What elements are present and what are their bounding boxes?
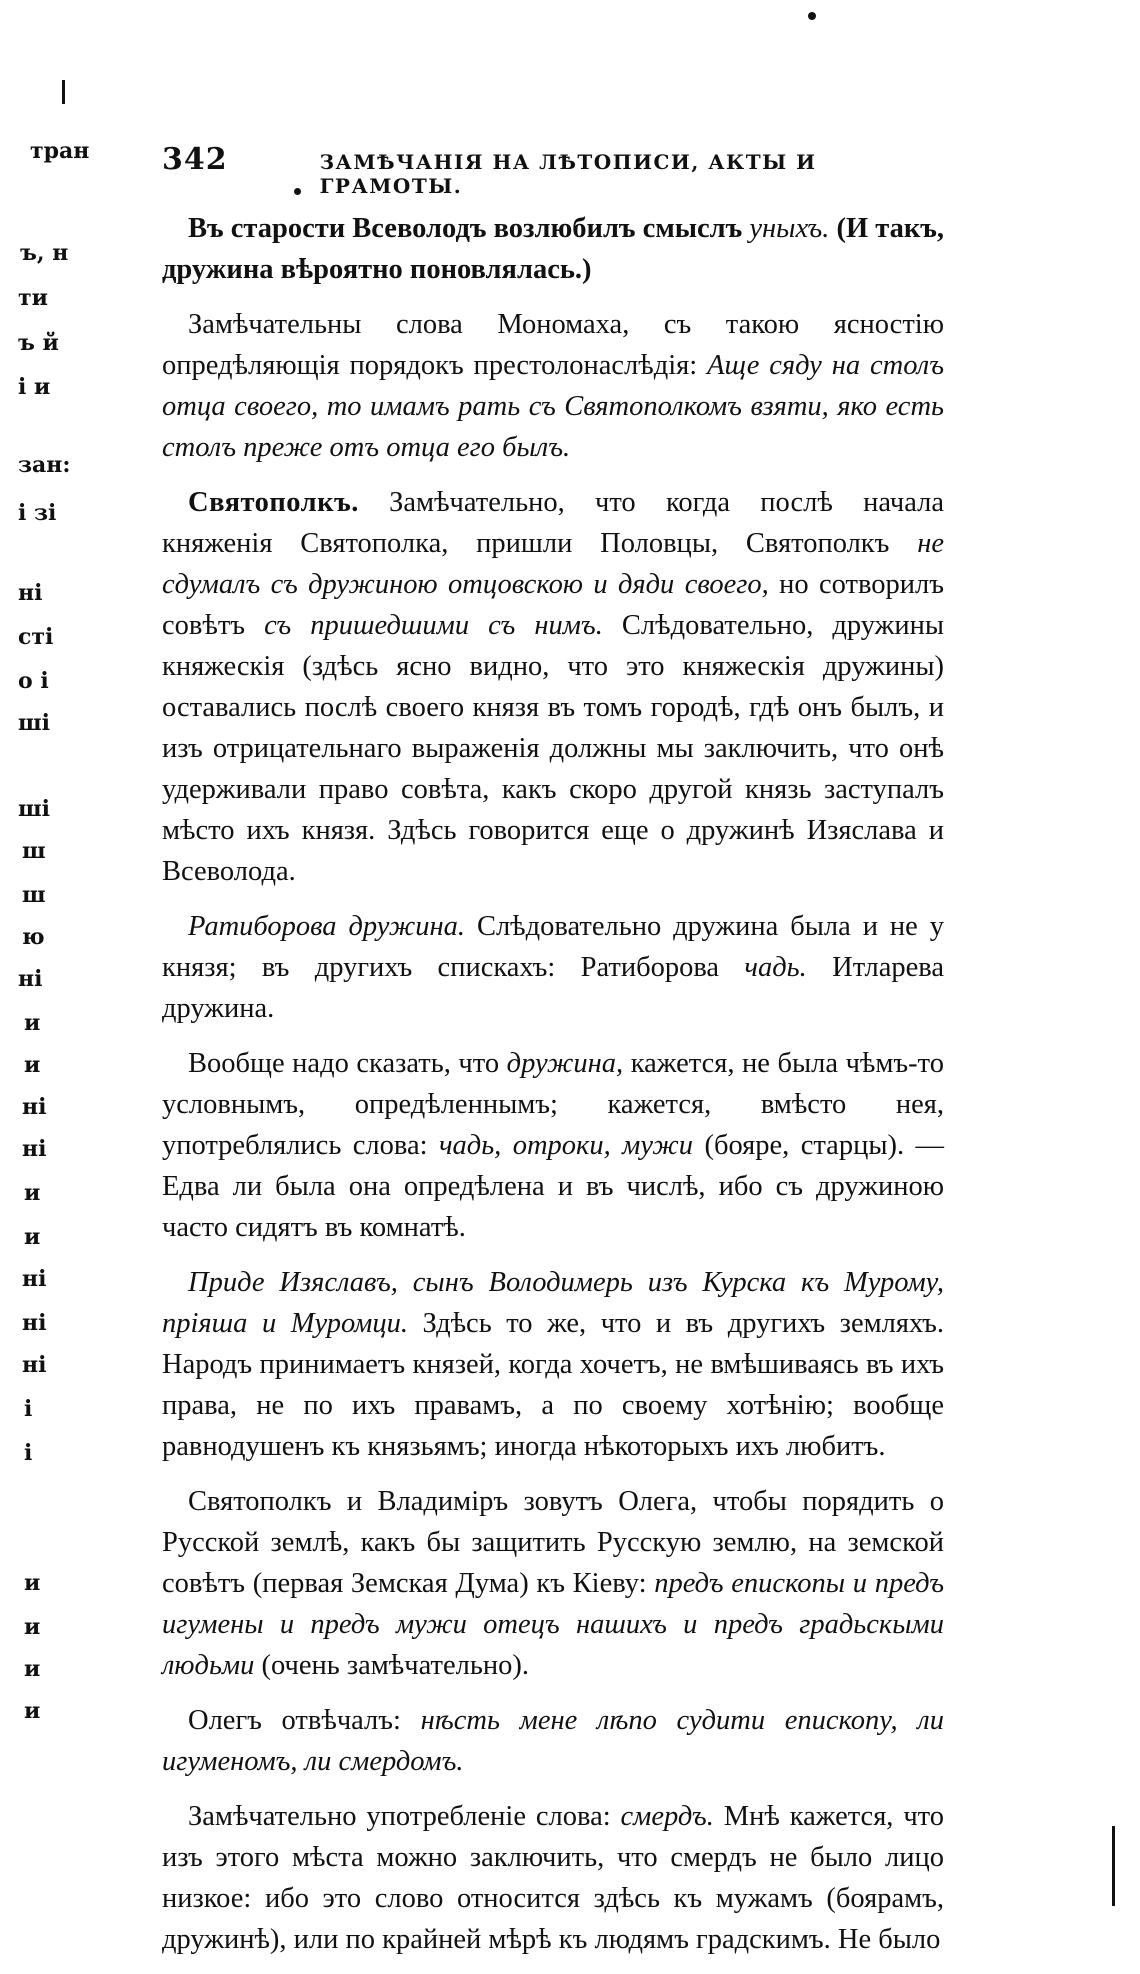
margin-fragment: и <box>24 1052 41 1078</box>
margin-fragment: ні <box>22 1310 47 1336</box>
paragraph <box>162 1043 944 1248</box>
text-run: (очень замѣчательно). <box>254 1650 529 1681</box>
facing-page-bleed <box>0 0 90 1962</box>
margin-fragment: и <box>24 1656 41 1682</box>
text-run: Въ старости Всеволодъ возлюбилъ смыслъ <box>188 213 750 244</box>
text-run: но сотворилъ совѣтъ <box>162 569 944 641</box>
margin-fragment: и <box>24 1224 41 1250</box>
margin-fragment: ні <box>22 1352 47 1378</box>
paragraph <box>162 1262 944 1467</box>
text-run: съ пришедшими съ нимъ. <box>264 610 603 641</box>
text-run: Святополкъ и Владиміръ зовутъ Олега, чтобы порядить о Русской землѣ, какъ бы защитить Русскую землю, на земской совѣтъ (первая Земская Дума) къ Кіеву: <box>162 1486 944 1599</box>
scan-mark <box>1112 1826 1115 1906</box>
text-run: кажется, не была чѣмъ-то условнымъ, опредѣленнымъ; кажется, вмѣсто нея, употреблялись слова: <box>162 1048 944 1161</box>
text-run: Приде Изяславъ, сынъ Володимерь изъ Курска къ Мурому, пріяша и Муромци. <box>162 1267 944 1339</box>
scan-mark <box>62 80 65 104</box>
margin-fragment: ні <box>22 1094 47 1120</box>
margin-fragment: о і <box>18 668 49 694</box>
paragraph <box>162 304 944 468</box>
text-run: Олегъ отвѣчалъ: <box>188 1705 421 1736</box>
page-header <box>162 142 942 198</box>
text-run: Ратиборова дружина. <box>188 911 465 942</box>
margin-fragment: ні <box>22 1266 47 1292</box>
margin-fragment: ъ, н <box>20 240 69 266</box>
text-run: предъ епископы и предъ игумены и предъ мужи отецъ нашихъ и предъ градьскыми людьми <box>162 1568 944 1681</box>
margin-fragment: і и <box>18 374 51 400</box>
text-run: Мнѣ кажется, что изъ этого мѣста можно заключить, что смердъ не было лицо низкое: ибо это слово относится здѣсь къ мужамъ (боярамъ, дружинѣ), или по крайней мѣрѣ къ людямъ градскимъ. Не было <box>162 1801 944 1955</box>
margin-fragment: и <box>24 1010 41 1036</box>
body-text <box>162 208 944 1974</box>
text-run: (бояре, старцы). — Едва ли была она опредѣлена и въ числѣ, ибо съ дружиною часто сидятъ въ комнатѣ. <box>162 1130 945 1243</box>
margin-fragment: и <box>24 1614 41 1640</box>
text-run: Итларева дружина. <box>162 952 944 1024</box>
text-run: уныхъ. <box>749 213 830 244</box>
text-run: Слѣдовательно дружина была и не у князя; въ другихъ спискахъ: Ратиборова <box>162 911 944 983</box>
paragraph <box>162 208 944 290</box>
text-run: смердъ. <box>620 1801 714 1832</box>
margin-fragment: и <box>24 1570 41 1596</box>
margin-fragment: ти <box>18 285 48 311</box>
text-run: Замѣчательно, что когда послѣ начала княженія Святополка, пришли Половцы, Святополкъ <box>162 487 944 559</box>
margin-fragment: ші <box>18 710 51 736</box>
paragraph <box>162 482 944 892</box>
margin-fragment: тран <box>30 138 90 164</box>
margin-fragment: і <box>24 1396 33 1422</box>
paragraph <box>162 1796 944 1960</box>
text-run: Аще сяду на столъ отца своего, то имамъ рать съ Святополкомъ взяти, яко есть столъ преже отъ отца его былъ. <box>162 350 944 463</box>
margin-fragment: и <box>24 1698 41 1724</box>
margin-fragment: ъ й <box>18 330 59 356</box>
text-run: Замѣчательны слова Мономаха, съ такою ясностію опредѣляющія порядокъ престолонаслѣдія: <box>162 309 944 381</box>
paragraph <box>162 1700 944 1782</box>
page-number: 342 <box>162 142 228 177</box>
text-run: Святополкъ. <box>188 487 359 518</box>
running-head: ЗАМѢЧАНІЯ НА ЛѢТОПИСИ, АКТЫ И ГРАМОТЫ. <box>319 150 817 198</box>
margin-fragment: і <box>24 1440 33 1466</box>
margin-fragment: ні <box>22 1136 47 1162</box>
text-run: дружина, <box>506 1048 624 1079</box>
text-run: Вообще надо сказать, что <box>188 1048 507 1079</box>
margin-fragment: ш <box>22 838 46 864</box>
text-run: Замѣчательно употребленіе слова: <box>188 1801 621 1832</box>
paragraph <box>162 1481 944 1686</box>
margin-fragment: ні <box>18 580 43 606</box>
margin-fragment: ші <box>18 796 51 822</box>
margin-fragment: і зі <box>18 500 57 526</box>
margin-fragment: и <box>24 1180 41 1206</box>
margin-fragment: зан: <box>18 452 71 478</box>
scan-speck <box>808 12 816 20</box>
margin-fragment: ю <box>22 924 45 950</box>
margin-fragment: сті <box>18 624 54 650</box>
text-run: не сдумалъ съ дружиною отцовскою и дяди своего, <box>162 528 944 600</box>
text-run: (И такъ, дружина вѣроятно поновлялась.) <box>162 213 945 285</box>
margin-fragment: ш <box>22 882 46 908</box>
text-run: нѣсть мене лѣпо судити епископу, ли игуменомъ, ли смердомъ. <box>162 1705 944 1777</box>
text-run: чадь. <box>744 952 807 983</box>
paragraph <box>162 906 944 1029</box>
text-run: Слѣдовательно, дружины княжескія (здѣсь ясно видно, что это княжескія дружины) оставались послѣ своего князя въ томъ городѣ, гдѣ онъ былъ, и изъ отрицательнаго выраженія должны мы заключить, что онѣ удерживали право совѣта, какъ скоро другой князь заступалъ мѣсто ихъ князя. Здѣсь говорится еще о дружинѣ Изяслава и Всеволода. <box>162 610 944 887</box>
text-run: чадь, отроки, мужи <box>438 1130 694 1161</box>
text-run: Здѣсь то же, что и въ другихъ земляхъ. Народъ принимаетъ князей, когда хочетъ, не вмѣшиваясь въ ихъ права, не по ихъ правамъ, а по своему хотѣнію; вообще равнодушенъ къ князьямъ; иногда нѣкоторыхъ ихъ любитъ. <box>162 1308 944 1462</box>
margin-fragment: ні <box>18 966 43 992</box>
